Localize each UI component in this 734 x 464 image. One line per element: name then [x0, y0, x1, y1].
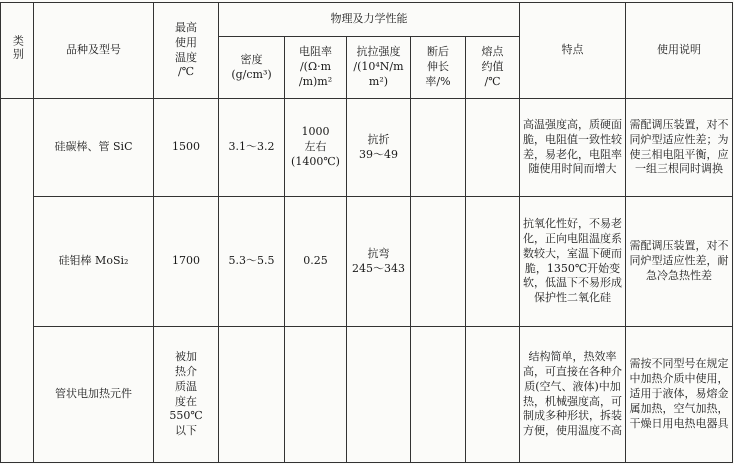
row-usage: 需配调压装置，对不同炉型适应性差；为使三相电阻平衡，应一组三根同时调换 [626, 99, 733, 197]
row-density: 3.1～3.2 [219, 99, 285, 197]
row-elongation [411, 327, 466, 463]
table-row [1, 99, 733, 197]
table-row [1, 197, 733, 327]
header-features: 特点 [520, 3, 626, 99]
row-tensile [347, 327, 411, 463]
row-usage: 需配调压装置，对不同炉型适应性差，耐急冷急热性差 [626, 197, 733, 327]
row-elongation [411, 197, 466, 327]
row-max-temp: 被加 热介 质温 度在 550℃ 以下 [154, 327, 219, 463]
row-name: 管状电加热元件 [34, 327, 154, 463]
row-features: 高温强度高，质硬面脆，电阻值一致性较差，易老化，电阻率随使用时间而增大 [520, 99, 626, 197]
row-resistivity: 1000 左右 (1400℃) [285, 99, 347, 197]
header-density: 密度 (g/cm³) [219, 37, 285, 99]
header-category: 类别 [1, 3, 34, 99]
row-tensile: 抗弯 245～343 [347, 197, 411, 327]
row-elongation [411, 99, 466, 197]
row-name: 硅碳棒、管 SiC [34, 99, 154, 197]
row-resistivity [285, 327, 347, 463]
row-melting [466, 327, 520, 463]
header-props-group: 物理及力学性能 [219, 3, 520, 37]
header-tensile: 抗拉强度 /(10⁴N/m m²) [347, 37, 411, 99]
header-row [1, 3, 733, 37]
row-resistivity: 0.25 [285, 197, 347, 327]
heating-element-spec-table [0, 2, 733, 463]
row-name: 硅钼棒 MoSi₂ [34, 197, 154, 327]
header-variety: 品种及型号 [34, 3, 154, 99]
row-melting [466, 99, 520, 197]
row-usage: 需按不同型号在规定中加热介质中使用，适用于液体，易熔金属加热，空气加热，干燥日用电热电器具 [626, 327, 733, 463]
table-row [1, 327, 733, 463]
header-usage: 使用说明 [626, 3, 733, 99]
header-max-temp: 最高 使用 温度 /℃ [154, 3, 219, 99]
row-features: 抗氧化性好，不易老化，正向电阻温度系数较大，室温下硬而脆，1350℃开始变软，低温下不易形成保护性二氧化硅 [520, 197, 626, 327]
row-density: 5.3～5.5 [219, 197, 285, 327]
header-melting: 熔点 约值 /℃ [466, 37, 520, 99]
row-melting [466, 197, 520, 327]
row-max-temp: 1700 [154, 197, 219, 327]
header-elongation: 断后 伸长 率/% [411, 37, 466, 99]
row-density [219, 327, 285, 463]
row-max-temp: 1500 [154, 99, 219, 197]
row-features: 结构简单，热效率高，可直接在各种介质(空气、液体)中加热，机械强度高，可制成多种形状，拆装方便，使用温度不高 [520, 327, 626, 463]
row-tensile: 抗折 39～49 [347, 99, 411, 197]
category-cell [1, 99, 34, 463]
header-resistivity: 电阻率 /(Ω·m /m)m² [285, 37, 347, 99]
